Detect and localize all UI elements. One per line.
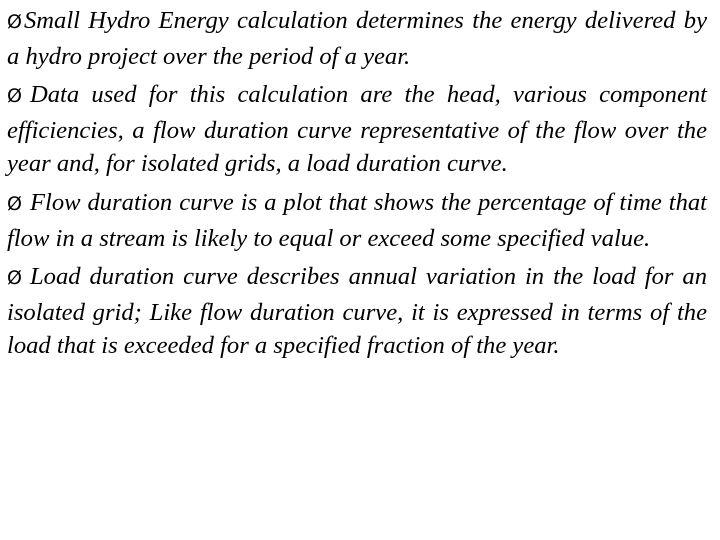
bullet-item xyxy=(7,78,707,181)
arrow-bullet-icon: Ø xyxy=(7,192,22,215)
bullet-item xyxy=(7,260,707,363)
bullet-text: Small Hydro Energy calculation determines the energy delivered by a hydro project over the period of a year. xyxy=(7,7,707,70)
bullet-text: Data used for this calculation are the head, various component efficiencies, a flow duration curve representative of the flow over the year and, for isolated grids, a load duration curve. xyxy=(7,81,707,178)
bullet-item xyxy=(7,186,707,255)
bullet-text: Flow duration curve is a plot that shows the percentage of time that flow in a stream is likely to equal or exceed some specified value. xyxy=(7,188,707,252)
arrow-bullet-icon: Ø xyxy=(7,85,22,108)
bullet-text: Load duration curve describes annual variation in the load for an isolated grid; Like flow duration curve, it is expressed in terms of the load that is exceeded for a specified fraction of the year. xyxy=(7,263,707,360)
arrow-bullet-icon: Ø xyxy=(7,267,22,290)
slide-body xyxy=(7,4,707,368)
arrow-bullet-icon: Ø xyxy=(7,11,22,33)
bullet-item xyxy=(7,4,707,73)
